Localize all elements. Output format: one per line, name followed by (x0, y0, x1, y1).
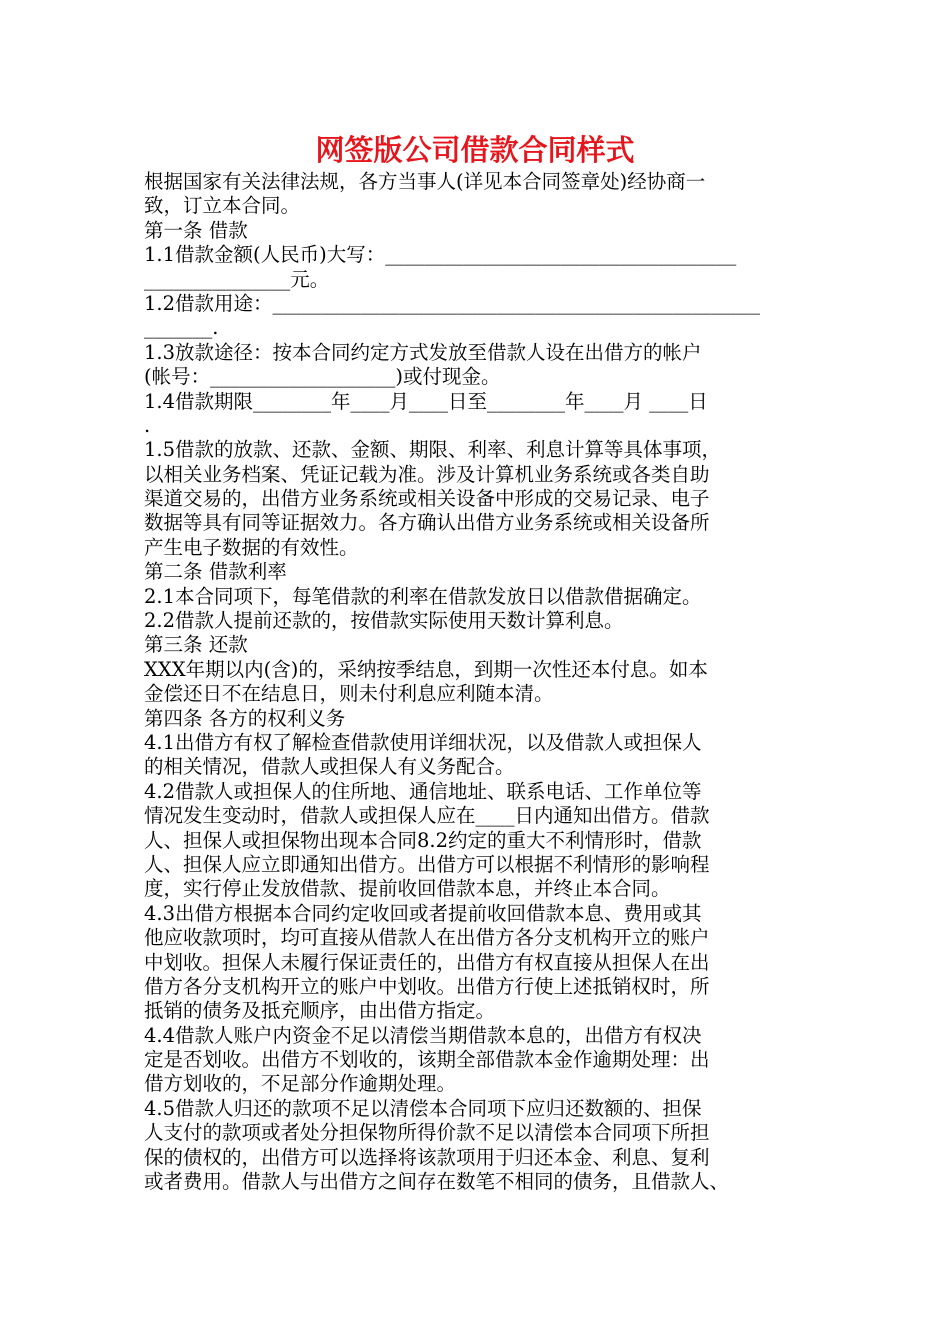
document-line: 第四条 各方的权利义务 (144, 706, 346, 730)
document-line: 4.2借款人或担保人的住所地、通信地址、联系电话、工作单位等 (144, 779, 702, 803)
document-line: _______. (144, 316, 219, 340)
document-line: 产生电子数据的有效性。 (144, 535, 359, 559)
document-line: 第二条 借款利率 (144, 560, 287, 584)
document-line: 1.5借款的放款、还款、金额、期限、利率、利息计算等具体事项， (144, 438, 722, 462)
document-line: 的相关情况，借款人或担保人有义务配合。 (144, 755, 515, 779)
document-line: 数据等具有同等证据效力。各方确认出借方业务系统或相关设备所 (144, 511, 710, 535)
document-line: 或者费用。借款人与出借方之间存在数笔不相同的债务，且借款人、 (144, 1170, 730, 1194)
document-line: 借方划收的，不足部分作逾期处理。 (144, 1072, 457, 1096)
document-line: 根据国家有关法律法规，各方当事人(详见本合同签章处)经协商一 (144, 170, 706, 193)
document-line: 他应收款项时，均可直接从借款人在出借方各分支机构开立的账户 (144, 926, 710, 950)
document-line: 人、担保人应立即通知出借方。出借方可以根据不利情形的影响程 (144, 852, 710, 876)
document-line: . (144, 413, 151, 437)
document-line: 借方各分支机构开立的账户中划收。出借方行使上述抵销权时，所 (144, 974, 710, 998)
document-line: 人支付的款项或者处分担保物所得价款不足以清偿本合同项下所担 (144, 1121, 710, 1145)
document-line: 1.4借款期限________年____月____日至________年____月 ____日 (144, 389, 708, 413)
document-line: 4.1出借方有权了解检查借款使用详细状况，以及借款人或担保人 (144, 730, 702, 754)
document-line: 中划收。担保人未履行保证责任的，出借方有权直接从担保人在出 (144, 950, 710, 974)
document-line: 第三条 还款 (144, 633, 248, 657)
document-line: 人、担保人或担保物出现本合同8.2约定的重大不利情形时，借款 (144, 828, 702, 852)
document-line: 4.3出借方根据本合同约定收回或者提前收回借款本息、费用或其 (144, 901, 702, 925)
document-line: XXX年期以内(含)的，采纳按季结息，到期一次性还本付息。如本 (144, 657, 708, 681)
document-line: 抵销的债务及抵充顺序，由出借方指定。 (144, 999, 496, 1023)
document-line: 情况发生变动时，借款人或担保人应在____日内通知出借方。借款 (144, 804, 710, 828)
document-line: 度，实行停止发放借款、提前收回借款本息，并终止本合同。 (144, 877, 671, 901)
document-line: 4.4借款人账户内资金不足以清偿当期借款本息的，出借方有权决 (144, 1023, 702, 1047)
document-line: 致，订立本合同。 (144, 194, 301, 218)
document-line: 保的债权的，出借方可以选择将该款项用于归还本金、利息、复利 (144, 1145, 710, 1169)
document-line: 1.2借款用途：__________________________________________________ (144, 291, 761, 315)
document-line: (帐号：___________________)或付现金。 (144, 365, 501, 389)
document-line: 以相关业务档案、凭证记载为准。涉及计算机业务系统或各类自助 (144, 462, 710, 486)
document-line: 2.1本合同项下，每笔借款的利率在借款发放日以借款借据确定。 (144, 584, 702, 608)
document-body (144, 170, 810, 1194)
document-line: 4.5借款人归还的款项不足以清偿本合同项下应归还数额的、担保 (144, 1096, 702, 1120)
document-line: 第一条 借款 (144, 218, 248, 242)
document-line: 2.2借款人提前还款的，按借款实际使用天数计算利息。 (144, 609, 624, 633)
document-line: 1.3放款途径：按本合同约定方式发放至借款人设在出借方的帐户 (144, 340, 702, 364)
document-line: _______________元。 (144, 267, 330, 291)
document-line: 渠道交易的，出借方业务系统或相关设备中形成的交易记录、电子 (144, 487, 710, 511)
document-line: 金偿还日不在结息日，则未付利息应利随本清。 (144, 682, 554, 706)
document-line: 定是否划收。出借方不划收的，该期全部借款本金作逾期处理：出 (144, 1048, 710, 1072)
document-line: 1.1借款金额(人民币)大写：____________________________________ (144, 243, 737, 267)
document-title: 网签版公司借款合同样式 (315, 133, 635, 167)
